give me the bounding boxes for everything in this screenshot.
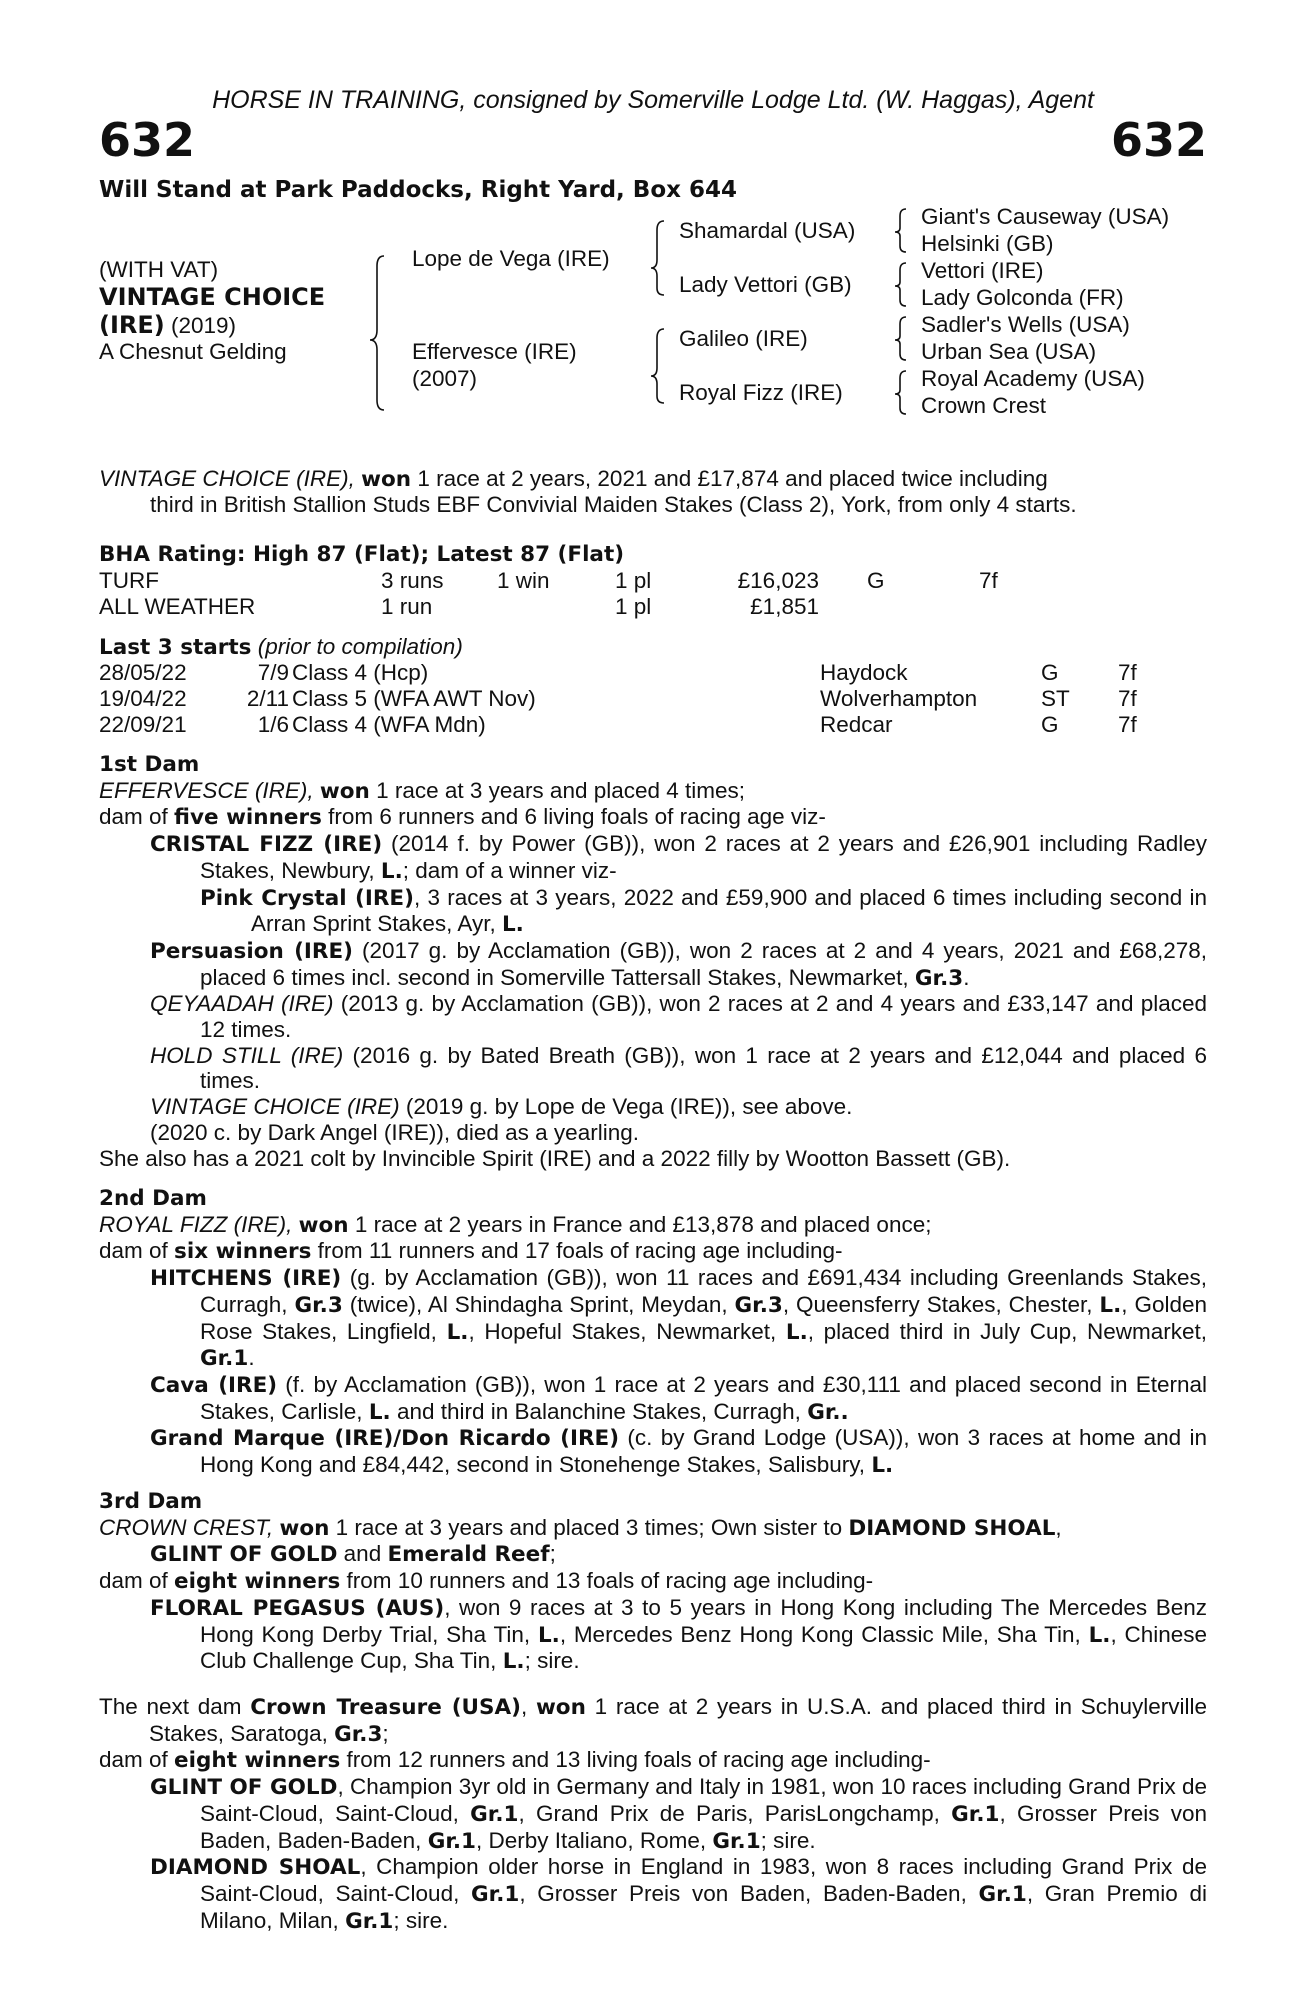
dam1-sub-entry: Pink Crystal (IRE), 3 races at 3 years, 2022 and £59,900 and placed 6 times including second in Arran Sprint Stakes, Ayr, L. (200, 884, 1207, 938)
last-starts-table (99, 660, 1207, 738)
pedigree-g3: Vettori (IRE) (921, 258, 1044, 283)
dam2-entry: Cava (IRE) (f. by Acclamation (GB)), won 1 race at 2 years and £30,111 and placed second in Eternal Stakes, Carlisle, L. and third in Balanchine Stakes, Curragh, Gr.. (150, 1371, 1207, 1425)
dam1-entry: VINTAGE CHOICE (IRE) (2019 g. by Lope de Vega (IRE)), see above. (150, 1094, 853, 1120)
dam2-entry: HITCHENS (IRE) (g. by Acclamation (GB)), won 11 races and £691,434 including Greenlands Stakes, Curragh, Gr.3 (twice), Al Shindagha Sprint, Meydan, Gr.3, Queensferry Stakes, Chester, L., Golden Rose Stakes, Lingfield, L., Hopeful Stakes, Newmarket, L., placed third in July Cup, Newmarket, Gr.1. (150, 1265, 1208, 1372)
pedigree-g2: Helsinki (GB) (921, 231, 1054, 256)
dam1-closing: She also has a 2021 colt by Invincible Spirit (IRE) and a 2022 filly by Wootton Bassett (GB). (99, 1145, 1011, 1171)
rating-table (99, 568, 1207, 620)
dam3-intro: CROWN CREST, won 1 race at 3 years and placed 3 times; Own sister to DIAMOND SHOAL, (99, 1514, 1062, 1541)
dam2-heading: 2nd Dam (99, 1186, 207, 1211)
pedigree-g5: Sadler's Wells (USA) (921, 312, 1130, 337)
dam1-intro: EFFERVESCE (IRE), won 1 race at 3 years and placed 4 times; (99, 777, 746, 804)
last-start-row: 19/04/22 2/11 Class 5 (WFA AWT Nov) Wolverhampton ST 7f (99, 686, 1137, 711)
dam2-entry: Grand Marque (IRE)/Don Ricardo (IRE) (c. by Grand Lodge (USA)), won 3 races at home and in Hong Kong and £84,442, second in Stonehenge Stakes, Salisbury, L. (150, 1425, 1208, 1479)
catalogue-page (99, 0, 1207, 2000)
dam1-entry: Persuasion (IRE) (2017 g. by Acclamation (GB)), won 2 races at 2 and 4 years, 2021 and £68,278, placed 6 times incl. second in Somerville Tattersall Stakes, Newmarket, Gr.3. (150, 937, 1207, 991)
dam2-dam-of: dam of six winners from 11 runners and 17 foals of racing age including- (99, 1238, 843, 1265)
dam1-section (99, 752, 1207, 1171)
dam1-entry: CRISTAL FIZZ (IRE) (2014 f. by Power (GB)), won 2 races at 2 years and £26,901 including Radley Stakes, Newbury, L.; dam of a winner viz- (150, 831, 1207, 884)
pedigree-dam-sire: Galileo (IRE) (679, 326, 808, 351)
pedigree-sire-dam: Lady Vettori (GB) (679, 272, 852, 297)
pedigree-dam: Effervesce (IRE) (412, 339, 577, 364)
page-title: HORSE IN TRAINING, consigned by Somerville Lodge Ltd. (W. Haggas), Agent (212, 86, 1094, 114)
dam1-entry: HOLD STILL (IRE) (2016 g. by Bated Breath (GB)), won 1 race at 2 years and £12,044 and placed 6 times. (150, 1042, 1207, 1094)
dam3-heading: 3rd Dam (99, 1489, 203, 1514)
dam2-section (99, 1186, 1207, 1479)
stand-location: Will Stand at Park Paddocks, Right Yard, Box 644 (99, 177, 737, 203)
lot-number-left: 632 (99, 113, 196, 167)
rating-row-turf: TURF 3 runs 1 win 1 pl £16,023 G 7f (99, 568, 998, 593)
next-dam-entry: GLINT OF GOLD, Champion 3yr old in Germany and Italy in 1981, won 10 races including Grand Prix de Saint-Cloud, Saint-Cloud, Gr.1, Grand Prix de Paris, ParisLongchamp, Gr.1, Grosser Preis von Baden, Baden-Baden, Gr.1, Derby Italiano, Rome, Gr.1; sire. (150, 1774, 1208, 1854)
last-start-row: 22/09/21 1/6 Class 4 (WFA Mdn) Redcar G 7f (99, 712, 1137, 737)
dam1-heading: 1st Dam (99, 752, 200, 777)
pedigree-dam-dam: Royal Fizz (IRE) (679, 380, 843, 405)
last-start-row: 28/05/22 7/9 Class 4 (Hcp) Haydock G 7f (99, 660, 1137, 685)
dam3-entry: FLORAL PEGASUS (AUS), won 9 races at 3 to 5 years in Hong Kong including The Mercedes Benz Hong Kong Derby Trial, Sha Tin, L., Mercedes Benz Hong Kong Classic Mile, Sha Tin, L., Chinese Club Challenge Cup, Sha Tin, L.; sire. (150, 1594, 1207, 1675)
pedigree-g7: Royal Academy (USA) (921, 366, 1145, 391)
pedigree-g6: Urban Sea (USA) (921, 339, 1097, 364)
dam1-entry: (2020 c. by Dark Angel (IRE)), died as a yearling. (150, 1119, 639, 1145)
vat-note: (WITH VAT) (99, 257, 219, 282)
dam3-section (99, 1489, 1207, 1675)
horse-summary-line2: third in British Stallion Studs EBF Convivial Maiden Stakes (Class 2), York, from only 4 starts. (150, 492, 1077, 517)
pedigree-g1: Giant's Causeway (USA) (921, 204, 1170, 229)
horse-name-suffix: (IRE) (2019) (99, 311, 237, 339)
rating-heading: BHA Rating: High 87 (Flat); Latest 87 (Flat) (99, 542, 625, 567)
dam2-intro: ROYAL FIZZ (IRE), won 1 race at 2 years in France and £13,878 and placed once; (99, 1211, 932, 1238)
pedigree-sire-sire: Shamardal (USA) (679, 218, 856, 243)
horse-summary: VINTAGE CHOICE (IRE), won 1 race at 2 years, 2021 and £17,874 and placed twice including (99, 466, 1048, 492)
next-dam-dam-of: dam of eight winners from 12 runners and 13 living foals of racing age including- (99, 1747, 931, 1774)
pedigree-g8: Crown Crest (921, 393, 1047, 418)
rating-row-all-weather: ALL WEATHER 1 run 1 pl £1,851 (99, 594, 819, 619)
next-dam-intro: The next dam Crown Treasure (USA), won 1 race at 2 years in U.S.A. and placed third in Schuylerville Stakes, Saratoga, Gr.3; (99, 1694, 1207, 1747)
lot-number-right: 632 (1110, 113, 1207, 167)
dam3-dam-of: dam of eight winners from 10 runners and 13 foals of racing age including- (99, 1568, 874, 1595)
dam3-intro-cont: GLINT OF GOLD and Emerald Reef; (150, 1541, 556, 1568)
pedigree-g4: Lady Golconda (FR) (921, 285, 1124, 310)
next-dam-section (99, 1694, 1207, 1934)
last-starts-heading: Last 3 starts (prior to compilation) (99, 634, 463, 660)
pedigree-sire: Lope de Vega (IRE) (412, 246, 610, 271)
horse-name: VINTAGE CHOICE (99, 283, 326, 311)
pedigree-dam-year: (2007) (412, 366, 478, 391)
next-dam-entry: DIAMOND SHOAL, Champion older horse in England in 1983, won 8 races including Grand Prix de Saint-Cloud, Saint-Cloud, Gr.1, Grosser Preis von Baden, Baden-Baden, Gr.1, Gran Premio di Milano, Milan, Gr.1; sire. (150, 1854, 1207, 1934)
horse-description: A Chesnut Gelding (99, 339, 287, 364)
dam1-dam-of: dam of five winners from 6 runners and 6 living foals of racing age viz- (99, 804, 826, 831)
dam1-entry: QEYAADAH (IRE) (2013 g. by Acclamation (GB)), won 2 races at 2 and 4 years and £33,147 and placed 12 times. (150, 991, 1207, 1043)
